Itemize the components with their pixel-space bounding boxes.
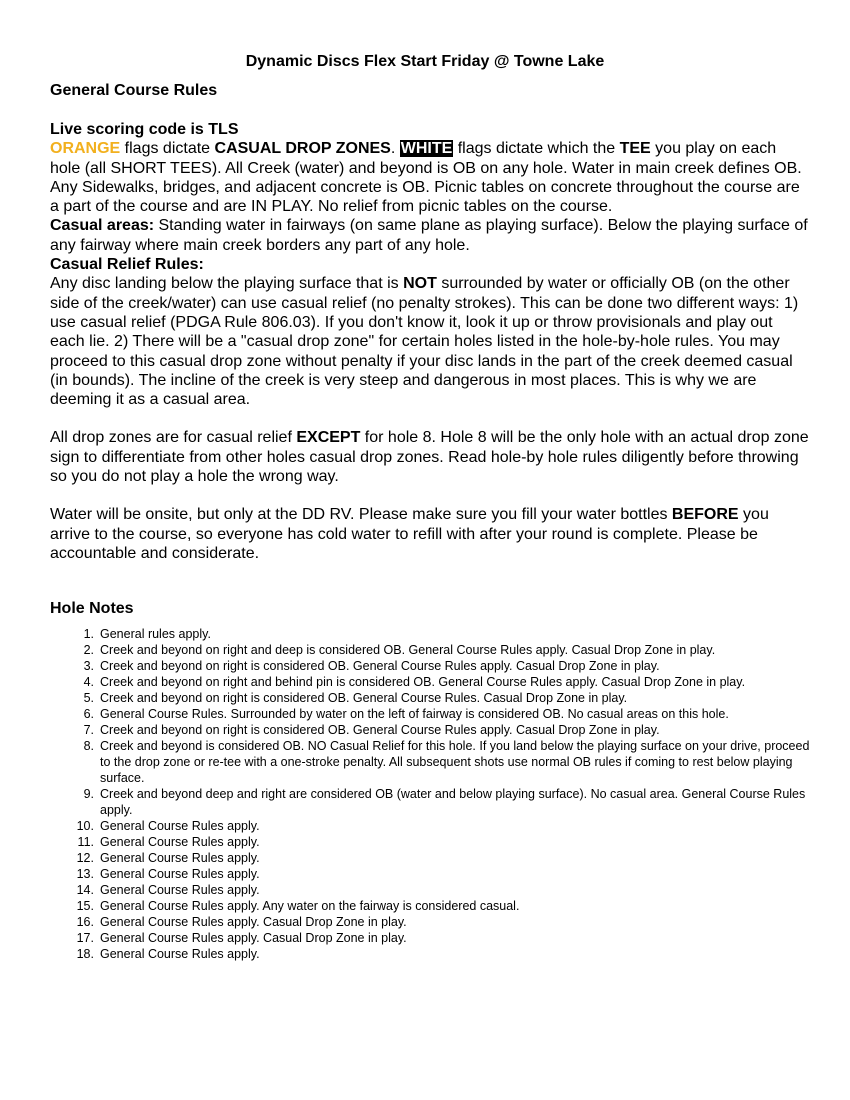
hole-note-item	[50, 786, 810, 818]
hole-note-number: 16.	[76, 915, 94, 929]
hole-notes-heading: Hole Notes	[50, 600, 134, 617]
hole-note-text: Creek and beyond is considered OB. NO Casual Relief for this hole. If you land below the playing surface on your drive, proceed to the drop zone or re-tee with a one-stroke penalty. All subsequent shots use normal OB rules if coming to rest below playing surface.	[100, 739, 810, 785]
flags-text-2: .	[390, 140, 400, 158]
hole-note-item	[50, 818, 810, 834]
casual-relief-text-2: surrounded by water or officially OB (on the other side of the creek/water) can use casual relief (no penalty strokes). This can be done two different ways: 1) use casual relief (PDGA Rule 806.03). If you don't know it, look it up or throw provisionals and play out each lie. 2) There will be a "casual drop zone" for certain holes listed in the hole-by-hole rules. You may proceed to this casual drop zone without penalty if your disc lands in the part of the creek deemed casual (in bounds). The incline of the creek is very steep and dangerous in most places. This is why we are deeming it as a casual area.	[50, 275, 799, 409]
hole-note-text: Creek and beyond deep and right are considered OB (water and below playing surface). No casual area. General Course Rules apply.	[100, 787, 806, 817]
orange-flag-label: ORANGE	[50, 140, 121, 158]
hole-note-item	[50, 946, 810, 962]
water-text-1: Water will be onsite, but only at the DD RV. Please make sure you fill your water bottles	[50, 506, 672, 524]
tee-label: TEE	[619, 140, 651, 158]
hole-note-item	[50, 658, 810, 674]
hole-note-number: 12.	[76, 851, 94, 865]
hole-note-item	[50, 866, 810, 882]
water-paragraph	[50, 505, 810, 563]
hole-note-text: General Course Rules apply.	[100, 947, 260, 961]
document-title: Dynamic Discs Flex Start Friday @ Towne Lake	[245, 53, 605, 70]
general-rules-section	[50, 81, 810, 100]
hole-note-item	[50, 626, 810, 642]
hole-note-item	[50, 850, 810, 866]
hole-note-item	[50, 690, 810, 706]
casual-areas-text: Standing water in fairways (on same plane as playing surface). Below the playing surface of any fairway where main creek borders any part of any hole.	[50, 217, 808, 254]
casual-relief-text-1: Any disc landing below the playing surface that is	[50, 275, 404, 293]
drop-zones-paragraph	[50, 428, 810, 486]
white-flag-label: WHITE	[400, 140, 453, 158]
hole-note-number: 6.	[83, 707, 94, 721]
hole-note-text: General Course Rules apply.	[100, 835, 260, 849]
hole-note-text: General Course Rules apply.	[100, 883, 260, 897]
flags-text-3: flags dictate which the	[453, 140, 620, 158]
casual-drop-zones-label: CASUAL DROP ZONES	[214, 140, 391, 158]
hole-note-number: 3.	[83, 659, 94, 673]
flags-paragraph	[50, 139, 810, 216]
scoring-code: Live scoring code is TLS	[50, 121, 239, 138]
except-emphasis: EXCEPT	[296, 429, 361, 447]
drop-zones-text-1: All drop zones are for casual relief	[50, 429, 297, 447]
hole-note-text: Creek and beyond on right is considered OB. General Course Rules. Casual Drop Zone in play.	[100, 691, 628, 705]
hole-note-number: 11.	[77, 835, 94, 849]
water-text-2: you arrive to the course, so everyone has cold water to refill with after your round is complete. Please be accountable and considerate.	[50, 506, 769, 562]
hole-note-item	[50, 930, 810, 946]
hole-note-number: 13.	[76, 867, 94, 881]
hole-note-number: 15.	[76, 899, 94, 913]
hole-note-number: 10.	[76, 819, 94, 833]
hole-note-number: 1.	[83, 627, 94, 641]
not-emphasis: NOT	[403, 275, 437, 293]
hole-note-text: General Course Rules apply. Casual Drop Zone in play.	[100, 915, 407, 929]
flags-text-1: flags dictate	[120, 140, 215, 158]
hole-note-text: General rules apply.	[100, 627, 211, 641]
hole-note-text: Creek and beyond on right and deep is considered OB. General Course Rules apply. Casual Drop Zone in play.	[100, 643, 716, 657]
before-emphasis: BEFORE	[671, 506, 739, 524]
hole-note-number: 8.	[83, 739, 94, 753]
flags-text-4: you play on each hole (all SHORT TEES). All Creek (water) and beyond is OB on any hole. Water in main creek defines OB. Any Sidewalks, bridges, and adjacent concrete is OB. Picnic tables on concrete throughout the course are a part of the course and are IN PLAY. No relief from picnic tables on the course.	[50, 140, 802, 216]
hole-note-number: 2.	[83, 643, 94, 657]
hole-note-number: 9.	[83, 787, 94, 801]
hole-note-item	[50, 834, 810, 850]
hole-note-item	[50, 882, 810, 898]
hole-note-text: Creek and beyond on right is considered OB. General Course Rules apply. Casual Drop Zone in play.	[100, 659, 660, 673]
hole-note-text: General Course Rules apply.	[100, 819, 260, 833]
hole-note-text: General Course Rules apply.	[100, 851, 260, 865]
casual-relief-heading: Casual Relief Rules:	[50, 256, 204, 274]
hole-note-item	[50, 642, 810, 658]
general-rules-heading: General Course Rules	[50, 82, 218, 99]
hole-note-text: General Course Rules apply.	[100, 867, 260, 881]
hole-note-number: 4.	[83, 675, 94, 689]
hole-note-item	[50, 914, 810, 930]
casual-relief-paragraph	[50, 274, 810, 409]
hole-note-item	[50, 706, 810, 722]
hole-note-number: 5.	[83, 691, 94, 705]
casual-areas-label: Casual areas:	[50, 217, 155, 235]
hole-note-text: General Course Rules apply. Casual Drop Zone in play.	[100, 931, 407, 945]
hole-note-text: General Course Rules apply. Any water on the fairway is considered casual.	[100, 899, 520, 913]
hole-note-text: General Course Rules. Surrounded by water on the left of fairway is considered OB. No casual areas on this hole.	[100, 707, 729, 721]
hole-note-number: 14.	[76, 883, 94, 897]
hole-note-item	[50, 674, 810, 690]
hole-note-number: 7.	[83, 723, 94, 737]
spacer	[50, 486, 810, 505]
hole-notes-list	[50, 626, 810, 962]
hole-note-item	[50, 738, 810, 786]
casual-areas-paragraph	[50, 216, 810, 255]
hole-notes-section	[50, 599, 810, 618]
hole-note-number: 17.	[76, 931, 94, 945]
hole-note-text: Creek and beyond on right and behind pin is considered OB. General Course Rules apply. Casual Drop Zone in play.	[100, 675, 746, 689]
drop-zones-text-2: for hole 8. Hole 8 will be the only hole with an actual drop zone sign to differentiate from other holes casual drop zones. Read hole-by hole rules diligently before throwing so you do not play a hole the wrong way.	[50, 429, 809, 486]
hole-note-number: 18.	[76, 947, 94, 961]
rules-body	[50, 120, 810, 563]
spacer	[50, 409, 810, 428]
hole-note-text: Creek and beyond on right is considered OB. General Course Rules apply. Casual Drop Zone in play.	[100, 723, 660, 737]
hole-note-item	[50, 898, 810, 914]
hole-note-item	[50, 722, 810, 738]
